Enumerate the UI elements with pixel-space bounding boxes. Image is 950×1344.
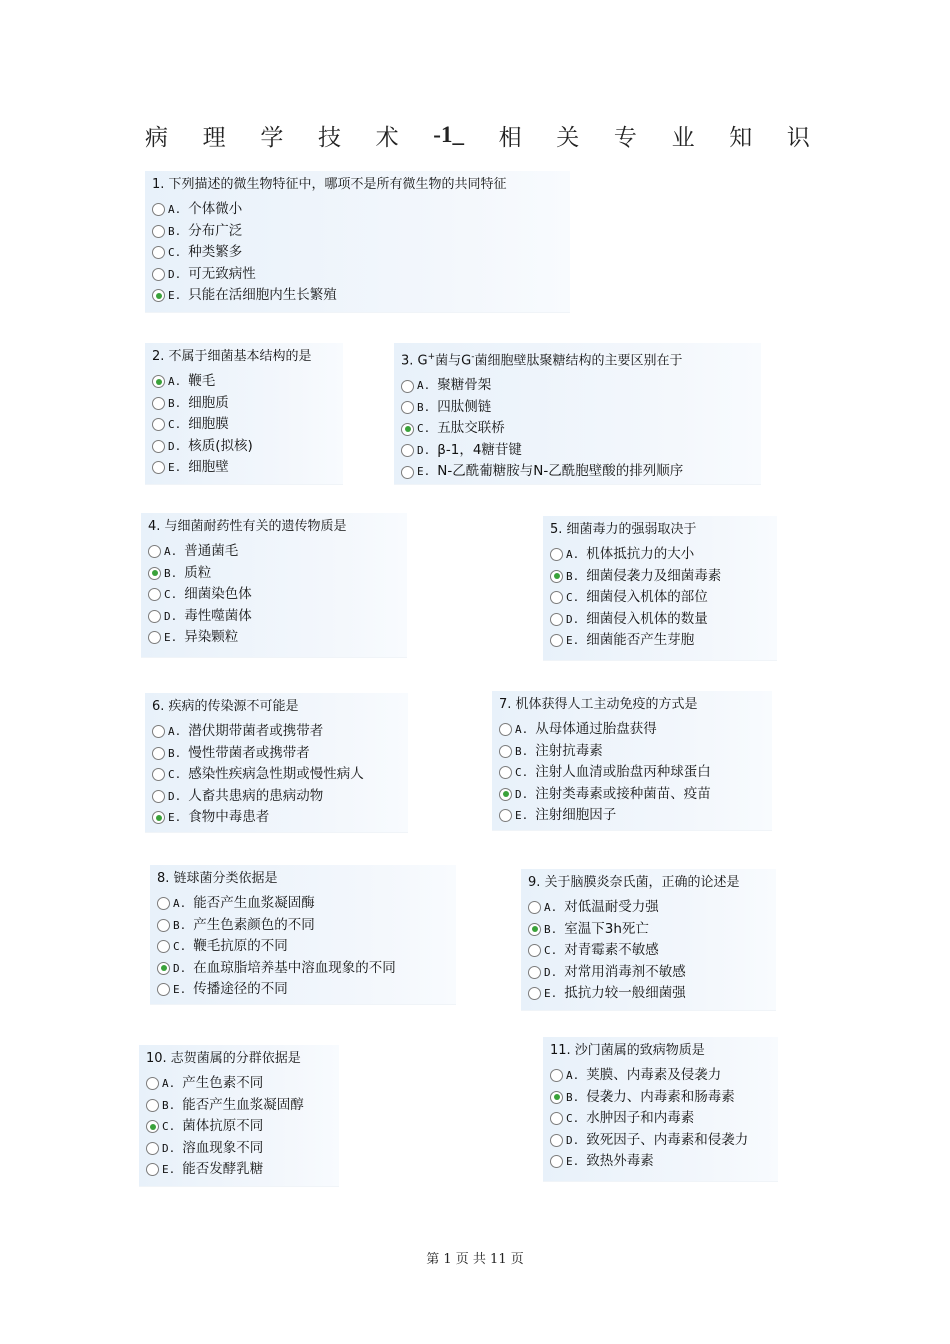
option-text: 细胞壁 xyxy=(188,459,229,475)
option-letter: C. xyxy=(566,591,580,604)
option-e[interactable] xyxy=(148,627,401,649)
option-letter: B. xyxy=(566,1090,580,1104)
radio-button-icon[interactable] xyxy=(152,461,165,474)
option-text: 可无致病性 xyxy=(188,265,256,282)
question-stem: 10. 志贺菌属的分群依据是 xyxy=(146,1051,301,1066)
option-d[interactable] xyxy=(146,1138,333,1160)
option-letter: B. xyxy=(173,918,187,932)
radio-button-icon[interactable] xyxy=(401,466,414,479)
option-text: 细菌侵袭力及细菌毒素 xyxy=(586,567,722,584)
question-6 xyxy=(145,693,408,833)
option-letter: E. xyxy=(168,461,182,474)
option-text: 对青霉素不敏感 xyxy=(564,942,659,958)
option-letter: B. xyxy=(164,566,178,580)
option-text: 机体抵抗力的大小 xyxy=(586,546,695,562)
option-letter: C. xyxy=(173,940,187,953)
title-char: 关 xyxy=(556,124,580,151)
option-letter: E. xyxy=(544,987,558,1000)
option-a[interactable] xyxy=(152,371,337,393)
radio-button-icon[interactable] xyxy=(146,1120,159,1133)
question-stem xyxy=(401,348,755,370)
option-e[interactable] xyxy=(146,1159,333,1181)
option-c[interactable] xyxy=(148,584,401,606)
option-text: 细菌染色体 xyxy=(184,586,252,602)
option-text: 注射类毒素或接种菌苗、疫苗 xyxy=(535,785,711,802)
option-c[interactable] xyxy=(152,414,337,436)
title-char: 病 xyxy=(145,124,168,151)
option-d[interactable] xyxy=(152,264,564,286)
question-stem: 7. 机体获得人工主动免疫的方式是 xyxy=(499,697,698,712)
radio-button-icon[interactable] xyxy=(152,203,165,216)
radio-button-icon[interactable] xyxy=(152,397,165,410)
option-text: 感染性疾病急性期或慢性病人 xyxy=(188,766,364,782)
option-text: 室温下3h死亡 xyxy=(564,920,649,937)
option-letter: D. xyxy=(168,789,182,803)
option-d[interactable] xyxy=(152,786,402,808)
option-d[interactable] xyxy=(499,784,766,806)
title-char: 识 xyxy=(786,124,810,151)
option-letter: D. xyxy=(515,787,529,801)
option-letter: D. xyxy=(173,961,187,975)
option-letter: E. xyxy=(168,811,182,824)
radio-button-icon[interactable] xyxy=(499,745,512,758)
title-char: 业 xyxy=(671,124,695,151)
option-b[interactable] xyxy=(401,397,755,419)
option-e[interactable] xyxy=(550,1151,772,1173)
option-text: N-乙酰葡糖胺与N-乙酰胞壁酸的排列顺序 xyxy=(437,463,684,480)
page-title xyxy=(145,118,810,152)
option-a[interactable] xyxy=(157,893,450,915)
option-letter: A. xyxy=(566,1069,580,1082)
option-text: 产生色素不同 xyxy=(182,1075,264,1091)
title-char: 专 xyxy=(613,124,637,151)
option-text: 对低温耐受力强 xyxy=(564,899,659,915)
option-text: 鞭毛 xyxy=(188,373,216,389)
option-letter: D. xyxy=(417,443,431,457)
question-1 xyxy=(145,171,570,313)
question-stem: 1. 下列描述的微生物特征中，哪项不是所有微生物的共同特征 xyxy=(152,177,507,192)
option-letter: E. xyxy=(164,631,178,644)
option-text: 水肿因子和内毒素 xyxy=(586,1110,695,1126)
option-d[interactable] xyxy=(550,1130,772,1152)
option-text: 从母体通过胎盘获得 xyxy=(535,721,657,737)
option-text: 致死因子、内毒素和侵袭力 xyxy=(586,1131,749,1148)
option-letter: A. xyxy=(168,203,182,216)
option-text: 能否产生血浆凝固醇 xyxy=(182,1096,304,1113)
stem-superscript: - xyxy=(471,352,475,362)
option-e[interactable] xyxy=(528,983,770,1005)
radio-button-icon[interactable] xyxy=(528,987,541,1000)
option-e[interactable] xyxy=(157,979,450,1001)
option-text: 对常用消毒剂不敏感 xyxy=(564,963,686,980)
option-text: 传播途径的不同 xyxy=(193,981,288,997)
option-d[interactable] xyxy=(528,962,770,984)
option-b[interactable] xyxy=(152,393,337,415)
option-text: 注射人血清或胎盘丙种球蛋白 xyxy=(535,764,711,780)
radio-button-icon[interactable] xyxy=(499,809,512,822)
option-text: 在血琼脂培养基中溶血现象的不同 xyxy=(193,959,396,976)
option-d[interactable] xyxy=(157,958,450,980)
option-letter: C. xyxy=(515,766,529,779)
question-stem: 9. 关于脑膜炎奈氏菌，正确的论述是 xyxy=(528,875,740,890)
title-char: 学 xyxy=(260,124,284,151)
radio-button-icon[interactable] xyxy=(146,1099,159,1112)
radio-button-icon[interactable] xyxy=(499,766,512,779)
option-text: 注射细胞因子 xyxy=(535,807,617,823)
option-d[interactable] xyxy=(550,609,771,631)
option-text: 潜伏期带菌者或携带者 xyxy=(188,723,324,739)
question-9 xyxy=(521,869,776,1011)
option-text: 能否产生血浆凝固酶 xyxy=(193,895,315,911)
question-stem: 5. 细菌毒力的强弱取决于 xyxy=(550,522,697,537)
option-text: 注射抗毒素 xyxy=(535,742,603,759)
option-letter: E. xyxy=(417,465,431,479)
option-text: 种类繁多 xyxy=(188,244,243,260)
radio-button-icon[interactable] xyxy=(550,1091,563,1104)
question-11 xyxy=(543,1037,778,1182)
radio-button-icon[interactable] xyxy=(148,610,161,623)
title-char: 相 xyxy=(498,124,522,151)
option-c[interactable] xyxy=(152,242,564,264)
option-text: 能否发酵乳糖 xyxy=(182,1161,264,1177)
option-e[interactable] xyxy=(499,805,766,827)
option-letter: D. xyxy=(544,965,558,979)
option-a[interactable] xyxy=(499,719,766,741)
radio-button-icon[interactable] xyxy=(146,1077,159,1090)
question-stem: 2. 不属于细菌基本结构的是 xyxy=(152,349,312,364)
radio-button-icon[interactable] xyxy=(152,246,165,259)
option-text: 慢性带菌者或携带者 xyxy=(188,744,310,761)
option-letter: D. xyxy=(566,1133,580,1147)
option-text: 只能在活细胞内生长繁殖 xyxy=(188,287,337,303)
option-letter: D. xyxy=(164,609,178,623)
radio-button-icon[interactable] xyxy=(152,289,165,302)
option-e[interactable] xyxy=(152,807,402,829)
option-letter: B. xyxy=(168,224,182,238)
option-c[interactable] xyxy=(499,762,766,784)
option-e[interactable] xyxy=(152,285,564,307)
radio-button-icon[interactable] xyxy=(528,923,541,936)
option-text: 普通菌毛 xyxy=(184,543,239,559)
radio-button-icon[interactable] xyxy=(528,944,541,957)
option-b[interactable] xyxy=(152,221,564,243)
option-c[interactable] xyxy=(528,940,770,962)
option-d[interactable] xyxy=(152,436,337,458)
option-text: 菌体抗原不同 xyxy=(182,1118,264,1134)
option-letter: A. xyxy=(566,548,580,561)
option-a[interactable] xyxy=(148,541,401,563)
option-letter: E. xyxy=(515,809,529,822)
option-text: 人畜共患病的患病动物 xyxy=(188,787,324,804)
option-letter: E. xyxy=(566,634,580,647)
stem-text: 3. G xyxy=(401,353,428,369)
option-b[interactable] xyxy=(550,566,771,588)
radio-button-icon[interactable] xyxy=(152,440,165,453)
radio-button-icon[interactable] xyxy=(148,545,161,558)
radio-button-icon[interactable] xyxy=(157,897,170,910)
option-a[interactable] xyxy=(152,199,564,221)
option-a[interactable] xyxy=(152,721,402,743)
radio-button-icon[interactable] xyxy=(499,723,512,736)
option-letter: B. xyxy=(566,569,580,583)
option-b[interactable] xyxy=(528,919,770,941)
title-char: -1_ xyxy=(433,122,464,147)
option-c[interactable] xyxy=(550,1108,772,1130)
title-char: 术 xyxy=(375,124,399,151)
option-letter: C. xyxy=(164,588,178,601)
question-8 xyxy=(150,865,456,1005)
option-a[interactable] xyxy=(528,897,770,919)
radio-button-icon[interactable] xyxy=(499,788,512,801)
option-letter: A. xyxy=(515,723,529,736)
radio-button-icon[interactable] xyxy=(550,613,563,626)
option-text: 细胞质 xyxy=(188,394,229,411)
option-a[interactable] xyxy=(401,375,755,397)
radio-button-icon[interactable] xyxy=(401,444,414,457)
radio-button-icon[interactable] xyxy=(152,418,165,431)
title-char: 理 xyxy=(202,124,226,151)
option-letter: A. xyxy=(168,725,182,738)
radio-button-icon[interactable] xyxy=(157,940,170,953)
radio-button-icon[interactable] xyxy=(146,1163,159,1176)
option-letter: C. xyxy=(544,944,558,957)
option-letter: C. xyxy=(168,246,182,259)
question-10 xyxy=(139,1045,339,1187)
question-stem: 6. 疾病的传染源不可能是 xyxy=(152,699,299,714)
radio-button-icon[interactable] xyxy=(550,570,563,583)
option-letter: A. xyxy=(173,897,187,910)
option-text: 核质(拟核) xyxy=(188,437,253,454)
radio-button-icon[interactable] xyxy=(152,375,165,388)
question-stem: 11. 沙门菌属的致病物质是 xyxy=(550,1043,705,1058)
radio-button-icon[interactable] xyxy=(550,1112,563,1125)
radio-button-icon[interactable] xyxy=(550,1155,563,1168)
option-text: β-1，4糖苷键 xyxy=(437,441,522,458)
radio-button-icon[interactable] xyxy=(157,983,170,996)
radio-button-icon[interactable] xyxy=(528,901,541,914)
radio-button-icon[interactable] xyxy=(550,634,563,647)
option-text: 食物中毒患者 xyxy=(188,809,270,825)
option-letter: C. xyxy=(417,422,431,436)
option-b[interactable] xyxy=(499,741,766,763)
option-text: 质粒 xyxy=(184,564,212,581)
radio-button-icon[interactable] xyxy=(157,962,170,975)
option-letter: A. xyxy=(544,901,558,914)
option-letter: E. xyxy=(168,289,182,302)
radio-button-icon[interactable] xyxy=(146,1142,159,1155)
option-letter: B. xyxy=(417,400,431,414)
option-b[interactable] xyxy=(146,1095,333,1117)
question-stem: 4. 与细菌耐药性有关的遗传物质是 xyxy=(148,519,347,534)
option-a[interactable] xyxy=(550,544,771,566)
option-letter: E. xyxy=(162,1163,176,1176)
question-5 xyxy=(543,516,777,661)
option-text: 细胞膜 xyxy=(188,416,229,432)
option-text: 产生色素颜色的不同 xyxy=(193,916,315,933)
option-letter: B. xyxy=(168,746,182,760)
radio-button-icon[interactable] xyxy=(148,567,161,580)
radio-button-icon[interactable] xyxy=(152,747,165,760)
option-e[interactable] xyxy=(550,630,771,652)
option-letter: C. xyxy=(168,418,182,431)
option-text: 致热外毒素 xyxy=(586,1153,654,1169)
option-letter: E. xyxy=(566,1155,580,1168)
option-d[interactable] xyxy=(148,606,401,628)
radio-button-icon[interactable] xyxy=(152,268,165,281)
option-b[interactable] xyxy=(148,563,401,585)
title-char: 知 xyxy=(729,124,753,151)
page-footer: 第 1 页 共 11 页 xyxy=(426,1252,524,1267)
option-text: 鞭毛抗原的不同 xyxy=(193,938,288,954)
question-7 xyxy=(492,691,772,831)
option-letter: C. xyxy=(168,768,182,781)
option-c[interactable] xyxy=(146,1116,333,1138)
option-text: 聚糖骨架 xyxy=(437,377,492,394)
question-3 xyxy=(394,343,761,485)
radio-button-icon[interactable] xyxy=(550,1134,563,1147)
option-letter: A. xyxy=(162,1077,176,1090)
stem-text: 菌细胞壁肽聚糖结构的主要区别在于 xyxy=(474,353,683,369)
option-letter: B. xyxy=(515,744,529,758)
option-b[interactable] xyxy=(152,743,402,765)
option-letter: E. xyxy=(173,983,187,996)
option-text: 毒性噬菌体 xyxy=(184,607,252,624)
option-letter: B. xyxy=(162,1098,176,1112)
radio-button-icon[interactable] xyxy=(148,588,161,601)
option-c[interactable] xyxy=(401,418,755,440)
option-text: 侵袭力、内毒素和肠毒素 xyxy=(586,1088,735,1105)
option-text: 分布广泛 xyxy=(188,222,243,239)
stem-superscript: + xyxy=(427,352,436,362)
radio-button-icon[interactable] xyxy=(152,225,165,238)
radio-button-icon[interactable] xyxy=(401,380,414,393)
option-text: 细菌侵入机体的数量 xyxy=(586,610,708,627)
radio-button-icon[interactable] xyxy=(152,725,165,738)
option-text: 荚膜、内毒素及侵袭力 xyxy=(586,1067,722,1083)
option-letter: C. xyxy=(162,1120,176,1133)
option-text: 异染颗粒 xyxy=(184,629,239,645)
radio-button-icon[interactable] xyxy=(550,548,563,561)
radio-button-icon[interactable] xyxy=(148,631,161,644)
option-c[interactable] xyxy=(157,936,450,958)
option-a[interactable] xyxy=(146,1073,333,1095)
option-letter: D. xyxy=(566,612,580,626)
option-letter: B. xyxy=(544,922,558,936)
option-letter: A. xyxy=(164,545,178,558)
option-letter: D. xyxy=(162,1141,176,1155)
option-text: 细菌侵入机体的部位 xyxy=(586,589,708,605)
radio-button-icon[interactable] xyxy=(401,401,414,414)
option-letter: A. xyxy=(168,375,182,388)
option-c[interactable] xyxy=(550,587,771,609)
option-text: 五肽交联桥 xyxy=(437,420,505,437)
title-char: 技 xyxy=(317,124,341,151)
radio-button-icon[interactable] xyxy=(550,1069,563,1082)
option-text: 抵抗力较一般细菌强 xyxy=(564,985,686,1001)
option-c[interactable] xyxy=(152,764,402,786)
option-text: 个体微小 xyxy=(188,201,243,217)
radio-button-icon[interactable] xyxy=(157,919,170,932)
option-e[interactable] xyxy=(401,461,755,483)
option-letter: B. xyxy=(168,396,182,410)
option-e[interactable] xyxy=(152,457,337,479)
option-letter: D. xyxy=(168,267,182,281)
question-2 xyxy=(145,343,343,485)
stem-text: 菌与G xyxy=(435,353,472,369)
option-b[interactable] xyxy=(550,1087,772,1109)
option-d[interactable] xyxy=(401,440,755,462)
radio-button-icon[interactable] xyxy=(152,790,165,803)
radio-button-icon[interactable] xyxy=(152,811,165,824)
option-text: 溶血现象不同 xyxy=(182,1139,264,1156)
option-text: 细菌能否产生芽胞 xyxy=(586,632,695,648)
option-text: 四肽侧链 xyxy=(437,398,492,415)
option-letter: C. xyxy=(566,1112,580,1125)
radio-button-icon[interactable] xyxy=(550,591,563,604)
option-b[interactable] xyxy=(157,915,450,937)
radio-button-icon[interactable] xyxy=(152,768,165,781)
option-letter: A. xyxy=(417,379,431,393)
option-a[interactable] xyxy=(550,1065,772,1087)
radio-button-icon[interactable] xyxy=(528,966,541,979)
question-4 xyxy=(141,513,407,658)
option-letter: D. xyxy=(168,439,182,453)
question-stem: 8. 链球菌分类依据是 xyxy=(157,871,278,886)
radio-button-icon[interactable] xyxy=(401,423,414,436)
